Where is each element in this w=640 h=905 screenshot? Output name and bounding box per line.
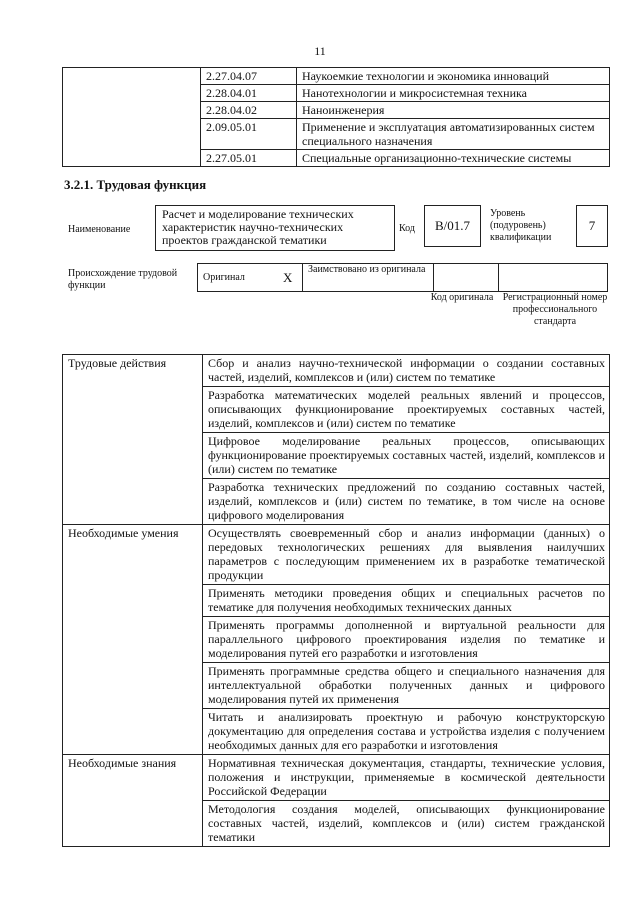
function-code: B/01.7	[424, 205, 481, 247]
function-name: Расчет и моделирование технических характеристик научно-технических проектов гражданской тематики	[155, 205, 395, 251]
table-row	[198, 264, 608, 292]
knowledge-item: Нормативная техническая документация, стандарты, технические условия, положения и инструкции, применяемые в космической деятельности Российской Федерации	[203, 755, 610, 801]
original-label: Оригинал	[198, 264, 279, 292]
specialty-name: Наноинженерия	[297, 102, 610, 119]
reg-number-caption: Регистрационный номер профессионального стандарта	[502, 292, 608, 327]
action-item: Разработка математических моделей реальных явлений и процессов, описывающих функционирование проектируемых составных частей, изделий, комплексов и (или) систем по тематике	[203, 387, 610, 433]
level-label: Уровень (подуровень) квалификации	[490, 208, 552, 243]
knowledge-item: Методология создания моделей, описывающих функционирование составных частей, изделий, комплексов и (или) систем гражданской тематики	[203, 801, 610, 847]
table-row	[63, 68, 610, 85]
table-row	[63, 755, 610, 801]
specialty-code: 2.28.04.01	[201, 85, 297, 102]
qualification-level: 7	[576, 205, 608, 247]
action-item: Сбор и анализ научно-технической информации о создании составных частей, изделий, комплексов и (или) систем по тематике	[203, 355, 610, 387]
origin-label: Происхождение трудовой функции	[68, 268, 178, 291]
name-label: Наименование	[68, 224, 131, 235]
specialty-name: Применение и эксплуатация автоматизированных систем специального назначения	[297, 119, 610, 150]
specialty-code: 2.28.04.02	[201, 102, 297, 119]
code-label: Код	[399, 223, 415, 234]
specialty-code: 2.09.05.01	[201, 119, 297, 150]
specialty-name: Нанотехнологии и микросистемная техника	[297, 85, 610, 102]
category-cell: Необходимые умения	[63, 525, 203, 755]
category-cell: Необходимые знания	[63, 755, 203, 847]
page-number: 11	[314, 44, 326, 58]
section-title: 3.2.1. Трудовая функция	[64, 177, 207, 192]
specialty-name: Специальные организационно-технические системы	[297, 150, 610, 167]
category-cell: Трудовые действия	[63, 355, 203, 525]
labor-function-table	[62, 354, 610, 847]
reg-number-cell	[499, 264, 608, 292]
skill-item: Осуществлять своевременный сбор и анализ информации (данных) о передовых технологических решениях для выявления наилучших параметров с последующим применением их в разработке тематической продукции	[203, 525, 610, 585]
skill-item: Применять методики проведения общих и специальных расчетов по тематике для получения необходимых технических данных	[203, 585, 610, 617]
specialty-name: Наукоемкие технологии и экономика инноваций	[297, 68, 610, 85]
original-mark: X	[278, 264, 303, 292]
skill-item: Применять программы дополненной и виртуальной реальности для параллельного цифрового проектирования изделия по тематике и моделирования путей его разработки и изготовления	[203, 617, 610, 663]
code-original-cell	[434, 264, 499, 292]
specialty-code: 2.27.05.01	[201, 150, 297, 167]
action-item: Цифровое моделирование реальных процессов, описывающих функционирование проектируемых составных частей, изделий, комплексов и (или) систем по тематике	[203, 433, 610, 479]
action-item: Разработка технических предложений по созданию составных частей, изделий, комплексов и (или) систем по тематике, в том числе на основе цифрового моделирования	[203, 479, 610, 525]
specialties-table	[62, 67, 610, 167]
table-row	[63, 525, 610, 585]
code-original-caption: Код оригинала	[430, 292, 494, 303]
skill-item: Читать и анализировать проектную и рабочую конструкторскую документацию для определения состава и устройства изделия с получением необходимых данных для его разработки и изготовления	[203, 709, 610, 755]
borrowed-label: Заимствовано из оригинала	[303, 264, 434, 292]
origin-table	[197, 263, 608, 292]
table-row	[63, 355, 610, 387]
skill-item: Применять программные средства общего и специального назначения для интеллектуальной обработки полученных данных и цифрового моделирования путей их применения	[203, 663, 610, 709]
empty-cell	[63, 68, 201, 167]
specialty-code: 2.27.04.07	[201, 68, 297, 85]
